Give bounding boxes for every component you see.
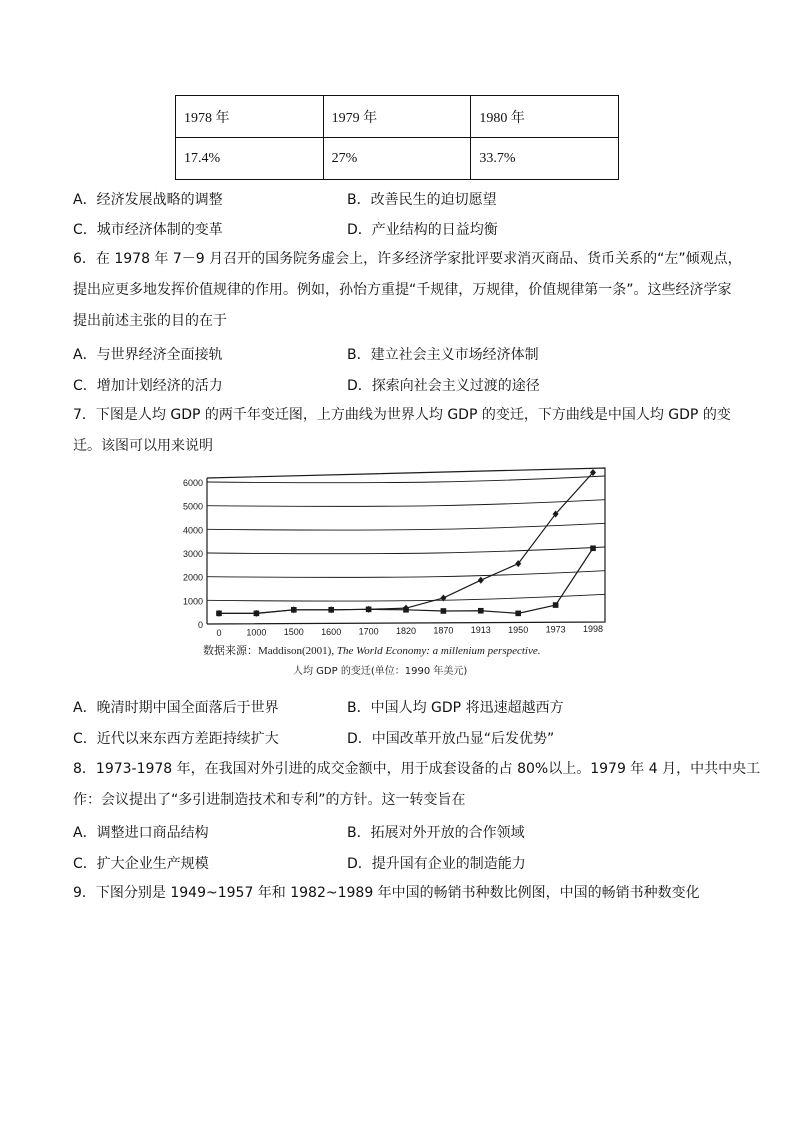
table-cell: 1980 年 <box>471 96 619 138</box>
y-tick-label: 1000 <box>182 596 203 607</box>
q5-option-a[interactable]: A．经济发展战略的调整 <box>73 192 223 208</box>
q8-option-c[interactable]: C．扩大企业生产规模 <box>73 856 209 872</box>
x-tick-label: 1820 <box>395 626 417 636</box>
gridline <box>207 547 605 554</box>
q5-option-b[interactable]: B．改善民生的迫切愿望 <box>347 192 497 208</box>
data-point-china <box>441 608 447 614</box>
x-tick-label: 1998 <box>582 624 604 634</box>
q5-option-c[interactable]: C．城市经济体制的变革 <box>73 222 223 238</box>
x-tick-label: 1973 <box>545 624 566 635</box>
chart-source <box>203 643 541 657</box>
chart-source-prefix: 数据来源：Maddison(2001), <box>203 645 337 657</box>
q6-stem-line1: 6．在 1978 年 7－9 月召开的国务院务虚会上，许多经济学家批评要求消灭商品、货币关系的“左”倾观点， <box>73 251 742 267</box>
data-point-china <box>216 611 222 617</box>
data-point-china <box>515 611 521 617</box>
y-tick-label: 3000 <box>182 549 203 559</box>
q7-option-d[interactable]: D．中国改革开放凸显“后发优势” <box>347 731 555 747</box>
q6-option-a[interactable]: A．与世界经济全面接轨 <box>73 347 223 363</box>
q9-stem-line1: 9．下图分别是 1949~1957 年和 1982~1989 年中国的畅销书种数比例图，中国的畅销书种数变化 <box>73 885 700 901</box>
table-cell: 27% <box>323 138 471 180</box>
q8-stem-line1: 8．1973-1978 年，在我国对外引进的成交金额中，用于成套设备的占 80%以上。1979 年 4 月，中共中央工 <box>73 761 761 777</box>
table-cell: 17.4% <box>176 138 324 180</box>
data-point-china <box>478 608 484 614</box>
q7-stem-line2: 迁。该图可以用来说明 <box>73 438 213 454</box>
q7-option-b[interactable]: B．中国人均 GDP 将迅速超越西方 <box>347 700 564 716</box>
data-point-world <box>478 577 484 584</box>
data-point-china <box>291 607 297 613</box>
table-cell: 1979 年 <box>323 96 471 138</box>
q7-option-c[interactable]: C．近代以来东西方差距持续扩大 <box>73 731 279 747</box>
x-tick-label: 1950 <box>508 624 529 635</box>
x-tick-label: 1913 <box>470 625 491 636</box>
chart-caption: 人均 GDP 的变迁(单位：1990 年美元) <box>293 666 468 677</box>
data-point-china <box>403 607 409 613</box>
x-tick-label: 1700 <box>358 626 379 637</box>
x-tick-label: 1600 <box>321 626 342 637</box>
data-point-china <box>366 607 372 613</box>
q6-stem-line3: 提出前述主张的目的在于 <box>73 313 227 329</box>
x-tick-label: 1000 <box>246 627 267 638</box>
data-point-china <box>553 602 559 608</box>
y-tick-label: 4000 <box>182 525 203 536</box>
q5-option-d[interactable]: D．产业结构的日益均衡 <box>347 222 498 238</box>
q7-option-a[interactable]: A．晚清时期中国全面落后于世界 <box>73 700 279 716</box>
chart-source-suffix: : a millenium perspective. <box>426 645 541 657</box>
q6-stem-line2: 提出应更多地发挥价值规律的作用。例如，孙怡方重提“千规律，万规律，价值规律第一条”。这些经济学家 <box>73 282 732 298</box>
x-tick-label: 1870 <box>433 625 454 636</box>
y-tick-label: 2000 <box>182 572 203 583</box>
q6-option-d[interactable]: D．探索向社会主义过渡的途径 <box>347 378 540 394</box>
data-point-china <box>590 545 596 551</box>
series-line-world <box>219 473 593 614</box>
chart-source-title: The World Economy <box>336 645 427 657</box>
x-tick-label: 1500 <box>283 627 304 638</box>
q6-option-c[interactable]: C．增加计划经济的活力 <box>73 378 223 394</box>
gridline <box>207 571 605 578</box>
y-tick-label: 5000 <box>182 501 203 512</box>
table-row <box>176 138 619 180</box>
series-line-china <box>219 548 593 613</box>
table-cell: 33.7% <box>471 138 619 180</box>
gdp-chart <box>175 462 625 677</box>
gridline <box>207 594 605 601</box>
gridline <box>207 500 605 507</box>
q8-option-b[interactable]: B．拓展对外开放的合作领域 <box>347 825 525 841</box>
growth-rate-table <box>175 95 619 180</box>
q8-option-a[interactable]: A．调整进口商品结构 <box>73 825 209 841</box>
data-point-china <box>254 611 260 617</box>
y-tick-label: 0 <box>197 620 203 630</box>
data-point-china <box>328 607 334 613</box>
y-tick-label: 6000 <box>182 478 203 488</box>
q8-option-d[interactable]: D．提升国有企业的制造能力 <box>347 856 526 872</box>
x-tick-label: 0 <box>216 628 222 638</box>
table-row <box>176 96 619 138</box>
q8-stem-line2: 作：会议提出了“多引进制造技术和专利”的方针。这一转变旨在 <box>73 792 466 808</box>
q6-option-b[interactable]: B．建立社会主义市场经济体制 <box>347 347 539 363</box>
table-cell: 1978 年 <box>176 96 324 138</box>
gdp-line-chart-svg <box>175 462 625 677</box>
q7-stem-line1: 7．下图是人均 GDP 的两千年变迁图，上方曲线为世界人均 GDP 的变迁，下方曲线是中国人均 GDP 的变 <box>73 407 731 423</box>
